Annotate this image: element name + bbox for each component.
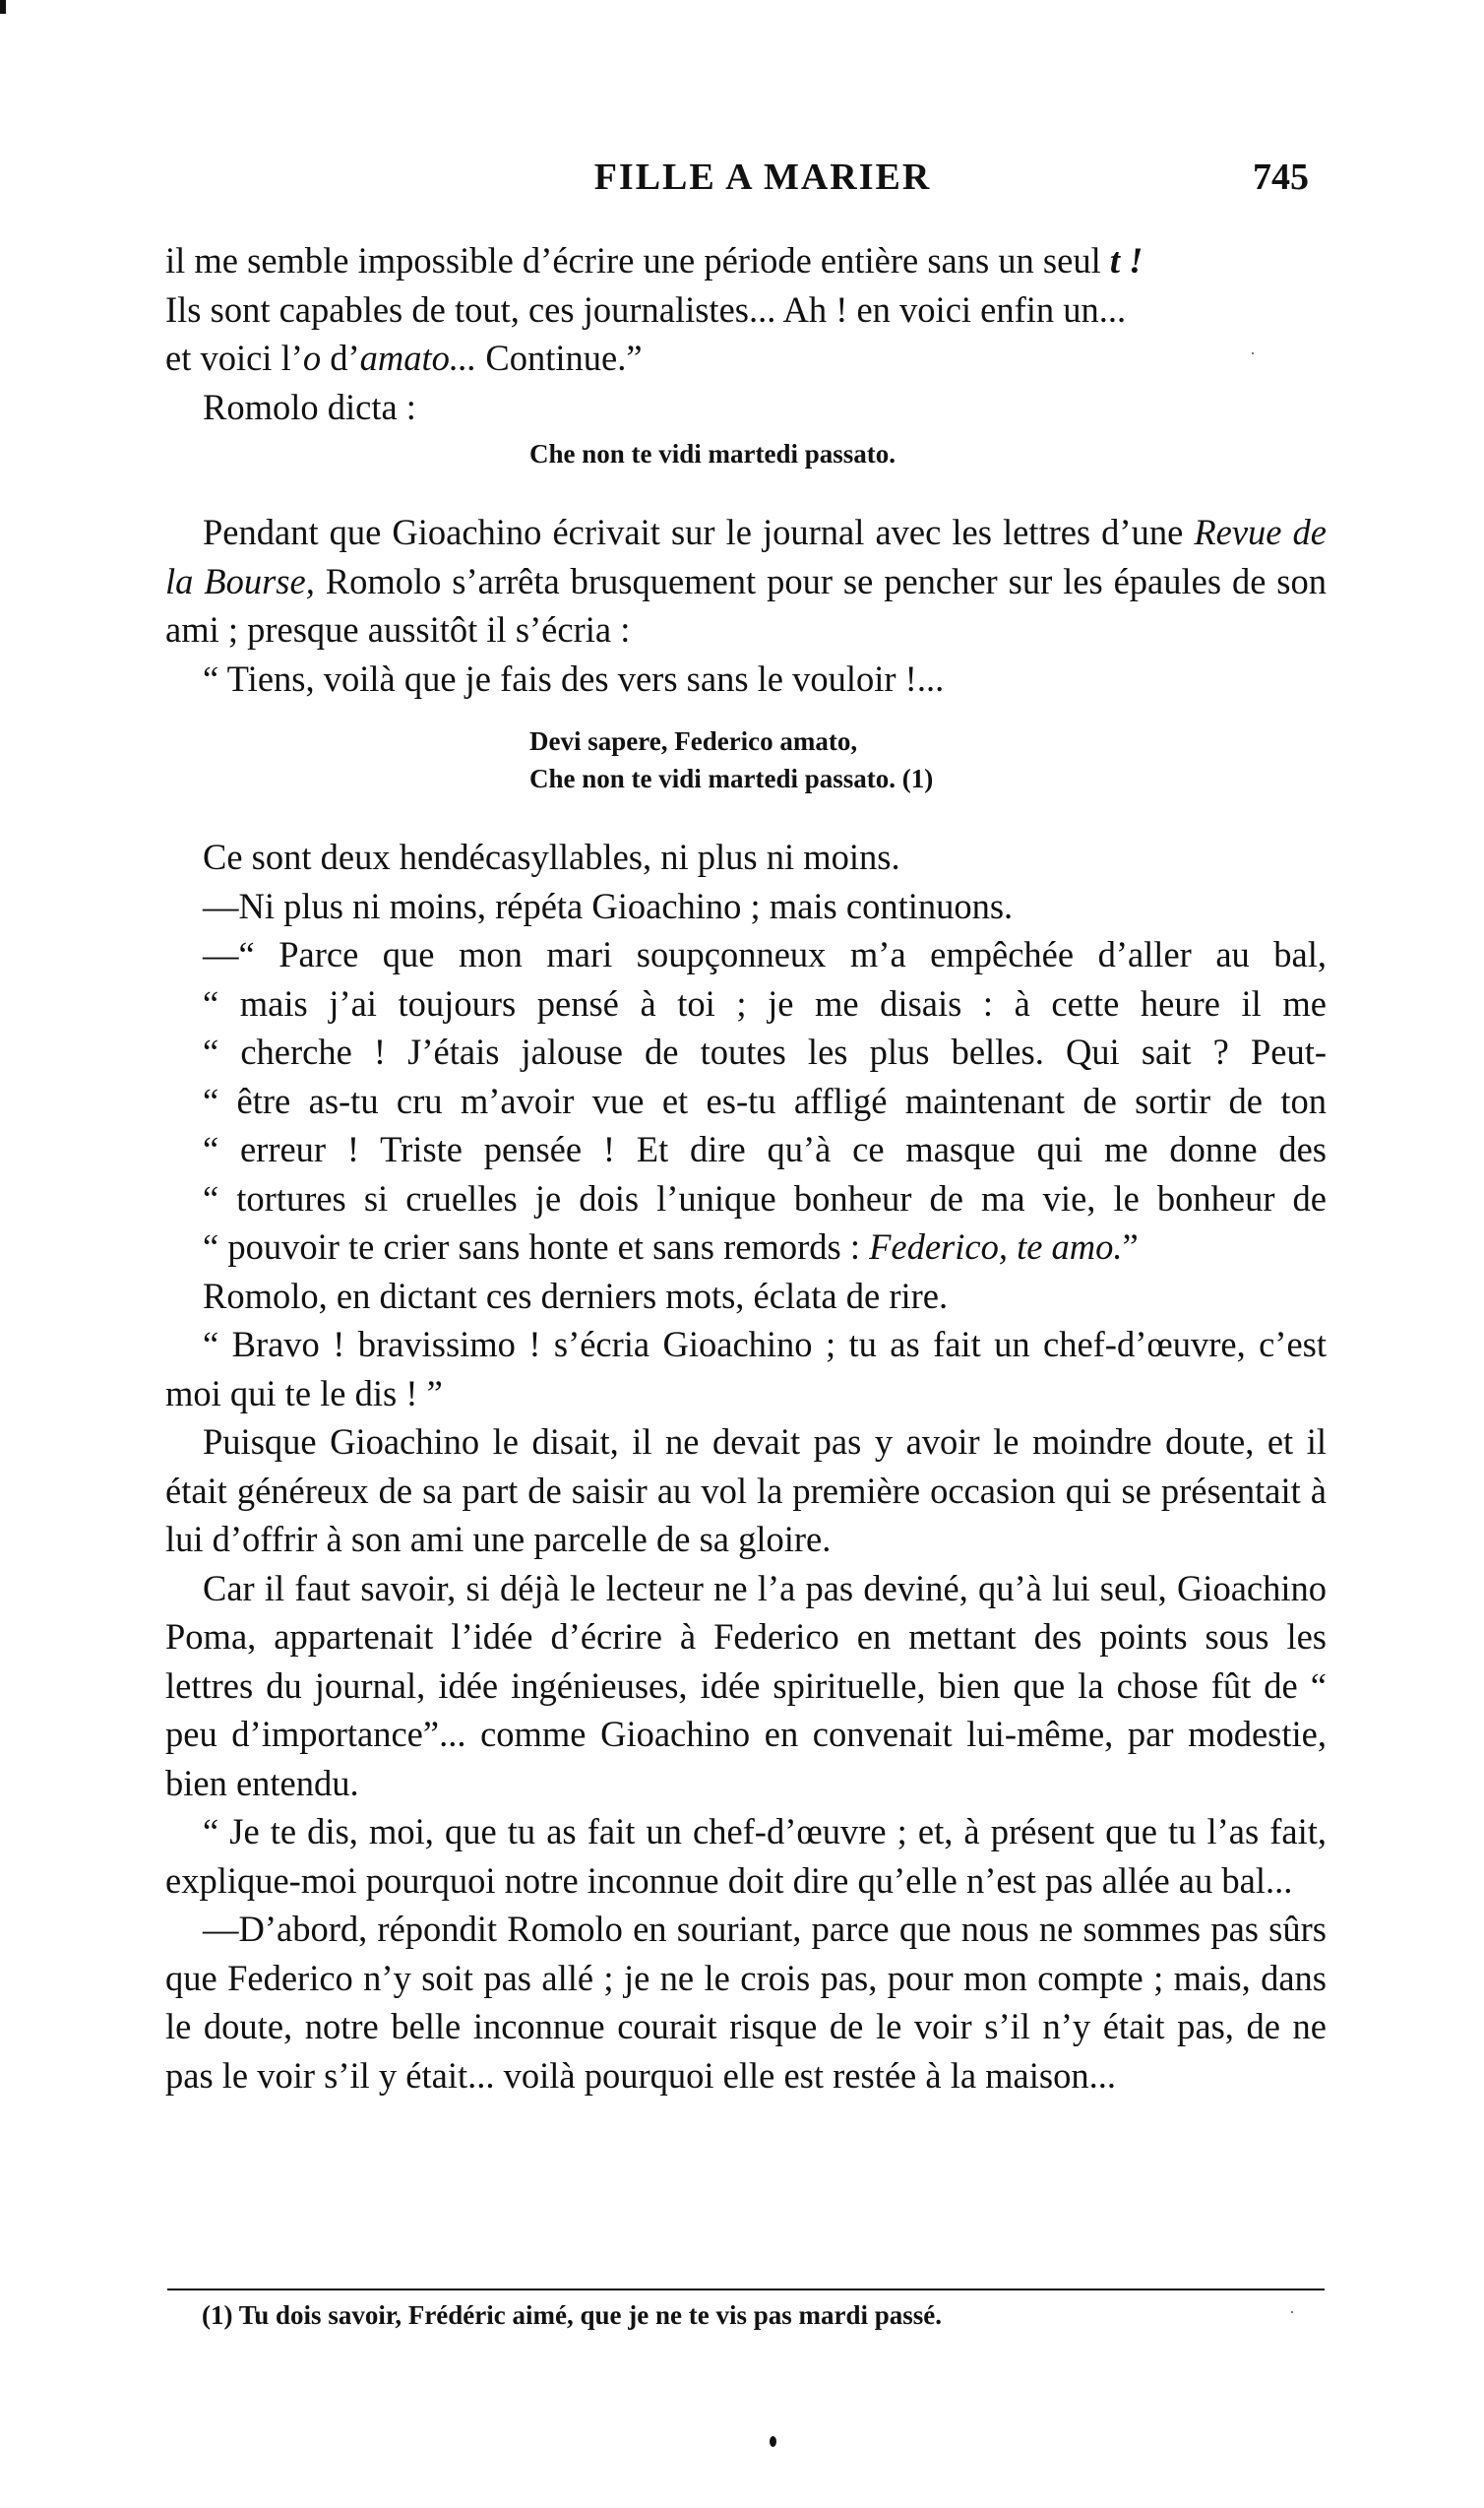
scan-corner-mark bbox=[0, 0, 6, 14]
paragraph-bravo: “ Bravo ! bravissimo ! s’écria Gioachino ; tu as fait un chef-d’œuvre, c’est moi qui te le dis ! ” bbox=[165, 1324, 1327, 1413]
quote-line: “ mais j’ai toujours pensé à toi ; je me disais : à cette heure il me bbox=[203, 982, 1327, 1024]
scan-ink-mark bbox=[770, 2436, 776, 2447]
paragraph-romolo-dicta: Romolo dicta : bbox=[203, 386, 416, 427]
quote-line: —“ Parce que mon mari soupçonneux m’a empêchée d’aller au bal, bbox=[203, 934, 1327, 974]
italic-letter-t: t ! bbox=[1109, 240, 1144, 281]
verse-line: Che non te vidi martedi passato. (1) bbox=[529, 764, 934, 793]
paragraph-puisque: Puisque Gioachino le disait, il ne devait pas y avoir le moindre doute, et il était généreux de sa part de saisir au vol la première occasion qui se présentait à lui d’offrir à son ami une parcelle de sa gloire. bbox=[165, 1421, 1327, 1559]
italic-letter-o: o bbox=[302, 338, 322, 378]
page-header bbox=[167, 156, 1329, 205]
paragraph-tiens: “ Tiens, voilà que je fais des vers sans le vouloir !... bbox=[203, 658, 945, 699]
paragraph-continuation bbox=[165, 236, 1327, 383]
verse-line: Devi sapere, Federico amato, bbox=[529, 726, 858, 756]
text-segment: Continue.” bbox=[476, 338, 643, 378]
paragraph-je-te-dis: “ Je te dis, moi, que tu as fait un chef-d’œuvre ; et, à présent que tu l’as fait, explique-moi pourquoi notre inconnue doit dire qu’elle n’est pas allée au bal... bbox=[165, 1811, 1327, 1901]
quote-line: “ tortures si cruelles je dois l’unique bonheur de ma vie, le bonheur de bbox=[203, 1177, 1327, 1219]
paragraph-car-il-faut: Car il faut savoir, si déjà le lecteur ne l’a pas deviné, qu’à lui seul, Gioachino Poma, appartenait l’idée d’écrire à Federico en mettant des points sous les lettres du journal, idée ingénieuses, idée spirituelle, bien que la chose fût de “ peu d’importance”... comme Gioachino en convenait lui-même, par modestie, bien entendu. bbox=[165, 1567, 1327, 1803]
text-segment: Romolo s’arrêta brusquement pour se pencher sur les épaules de son ami ; presque aussitôt il s’écria : bbox=[165, 560, 1328, 650]
text-segment: Pendant que Gioachino écrivait sur le journal avec les lettres d’une bbox=[203, 512, 1195, 552]
paragraph-ni-plus: —Ni plus ni moins, répéta Gioachino ; mais continuons. bbox=[203, 885, 1014, 926]
scan-speck bbox=[1252, 352, 1254, 354]
text-segment: et voici l’ bbox=[165, 338, 303, 378]
paragraph-hendecasyllables: Ce sont deux hendécasyllables, ni plus ni moins. bbox=[203, 837, 900, 877]
footnote: (1) Tu dois savoir, Frédéric aimé, que je ne te vis pas mardi passé. bbox=[202, 2300, 942, 2330]
text-segment: il me semble impossible d’écrire une période entière sans un seul bbox=[165, 240, 1110, 281]
paragraph-dabord: —D’abord, répondit Romolo en souriant, parce que nous ne sommes pas sûrs que Federico n’y soit pas allé ; je ne le crois pas, pour mon compte ; mais, dans le doute, notre belle inconnue courait risque de le voir s’il n’y était pas, de ne pas le voir s’il y était... voilà pourquoi elle est restée à la maison... bbox=[165, 1909, 1327, 2096]
text-segment: “ pouvoir te crier sans honte et sans remords : bbox=[203, 1226, 870, 1267]
scan-speck bbox=[1291, 2311, 1293, 2313]
verse-line: Che non te vidi martedi passato. bbox=[529, 439, 897, 469]
text-segment: d’ bbox=[321, 338, 360, 378]
italic-title-revue: Revue de la Bourse, bbox=[165, 512, 1327, 601]
quote-line: “ être as-tu cru m’avoir vue et es-tu affligé maintenant de sortir de ton bbox=[203, 1080, 1327, 1121]
quote-line: “ erreur ! Triste pensée ! Et dire qu’à ce masque qui me donne des bbox=[203, 1129, 1327, 1169]
paragraph-romolo-rire: Romolo, en dictant ces derniers mots, éclata de rire. bbox=[203, 1275, 949, 1316]
quote-line bbox=[165, 1223, 1327, 1272]
paragraph-pendant bbox=[165, 508, 1327, 655]
footnote-divider bbox=[167, 2289, 1325, 2290]
quote-line: “ cherche ! J’étais jalouse de toutes les plus belles. Qui sait ? Peut- bbox=[203, 1032, 1327, 1072]
body-text bbox=[165, 236, 1327, 2100]
italic-federico-te-amo: Federico, te amo. bbox=[869, 1226, 1123, 1267]
text-segment: Ils sont capables de tout, ces journalistes... Ah ! en voici enfin un... bbox=[165, 288, 1127, 330]
letter-quote-block bbox=[165, 930, 1327, 1272]
page-number: 745 bbox=[1253, 157, 1309, 198]
italic-word-amato: amato... bbox=[359, 338, 477, 378]
text-segment: ” bbox=[1122, 1226, 1139, 1267]
running-title: FILLE A MARIER bbox=[593, 157, 932, 198]
